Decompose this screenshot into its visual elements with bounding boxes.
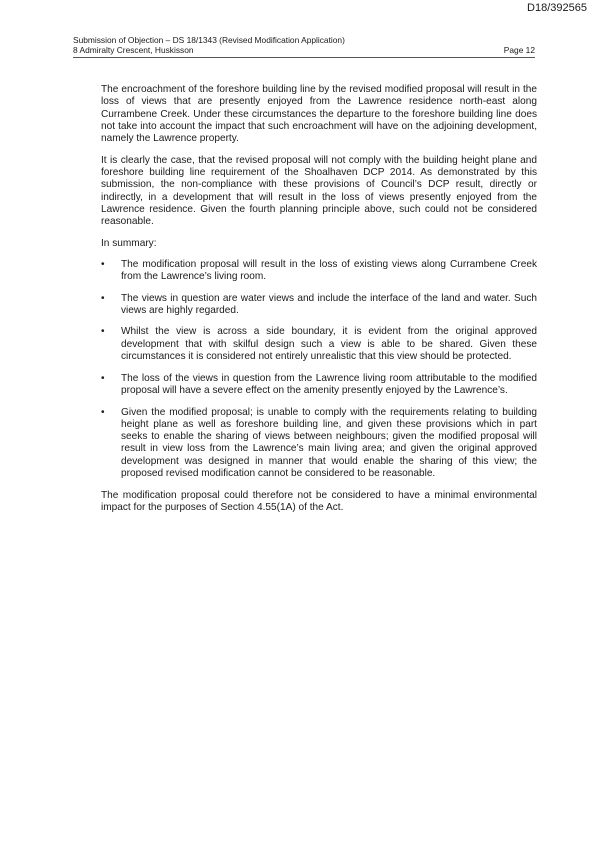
bullet-icon: • (101, 372, 105, 384)
paragraph-conclusion: The modification proposal could therefore not be considered to have a minimal environmental impact for the purposes of Section 4.55(1A) of the Act. (101, 489, 537, 513)
list-item-text: Whilst the view is across a side boundary, it is evident from the original approved development that with skilful design such a view is able to be shared. Given these circumstances it is considered not entirely unrealistic that this view should be protected. (121, 326, 537, 363)
header-divider (73, 57, 535, 58)
list-item (101, 407, 537, 481)
header-address: 8 Admiralty Crescent, Huskisson (73, 45, 194, 55)
list-item-text: The views in question are water views and include the interface of the land and water. Such views are highly regarded. (121, 292, 537, 316)
bullet-icon: • (101, 292, 105, 304)
list-item (101, 326, 537, 363)
list-item-text: Given the modified proposal; is unable to comply with the requirements relating to building height plane as well as foreshore building line, and given these provisions which in part seeks to enable the sharing of views between neighbours; given the modified proposal will result in view loss from the Lawrence’s main living area; and given the original approved development was designed in manner that would enable the sharing of this view; the proposed revised modification cannot be considered to be reasonable. (121, 406, 537, 479)
page-body (101, 84, 537, 523)
list-item-text: The loss of the views in question from the Lawrence living room attributable to the modified proposal will have a severe effect on the amenity presently enjoyed by the Lawrence’s. (121, 372, 537, 396)
document-reference: D18/392565 (527, 2, 587, 14)
page-number: Page 12 (503, 45, 535, 55)
bullet-icon: • (101, 406, 105, 418)
list-item (101, 293, 537, 318)
list-item (101, 373, 537, 398)
bullet-icon: • (101, 326, 105, 338)
bullet-icon: • (101, 258, 105, 270)
paragraph-foreshore-encroachment: The encroachment of the foreshore building line by the revised modified proposal will result in the loss of views that are presently enjoyed from the Lawrence residence north-east along Currambene Creek. Under these circumstances the departure to the foreshore building line does not take into account the impact that such encroachment will have on the adjoining development, namely the Lawrence property. (101, 84, 537, 145)
summary-list (101, 259, 537, 481)
summary-label: In summary: (101, 237, 157, 249)
header-title: Submission of Objection – DS 18/1343 (Revised Modification Application) (73, 35, 345, 45)
list-item (101, 259, 537, 284)
list-item-text: The modification proposal will result in the loss of existing views along Currambene Creek from the Lawrence’s living room. (121, 258, 537, 282)
paragraph-dcp-noncompliance: It is clearly the case, that the revised proposal will not comply with the building height plane and foreshore building line requirement of the Shoalhaven DCP 2014. As demonstrated by this submission, the non-compliance with these provisions of Council’s DCP result, directly or indirectly, in a development that will result in the loss of views presently enjoyed from the Lawrence residence. Given the fourth planning principle above, such could not be considered reasonable. (101, 154, 537, 228)
